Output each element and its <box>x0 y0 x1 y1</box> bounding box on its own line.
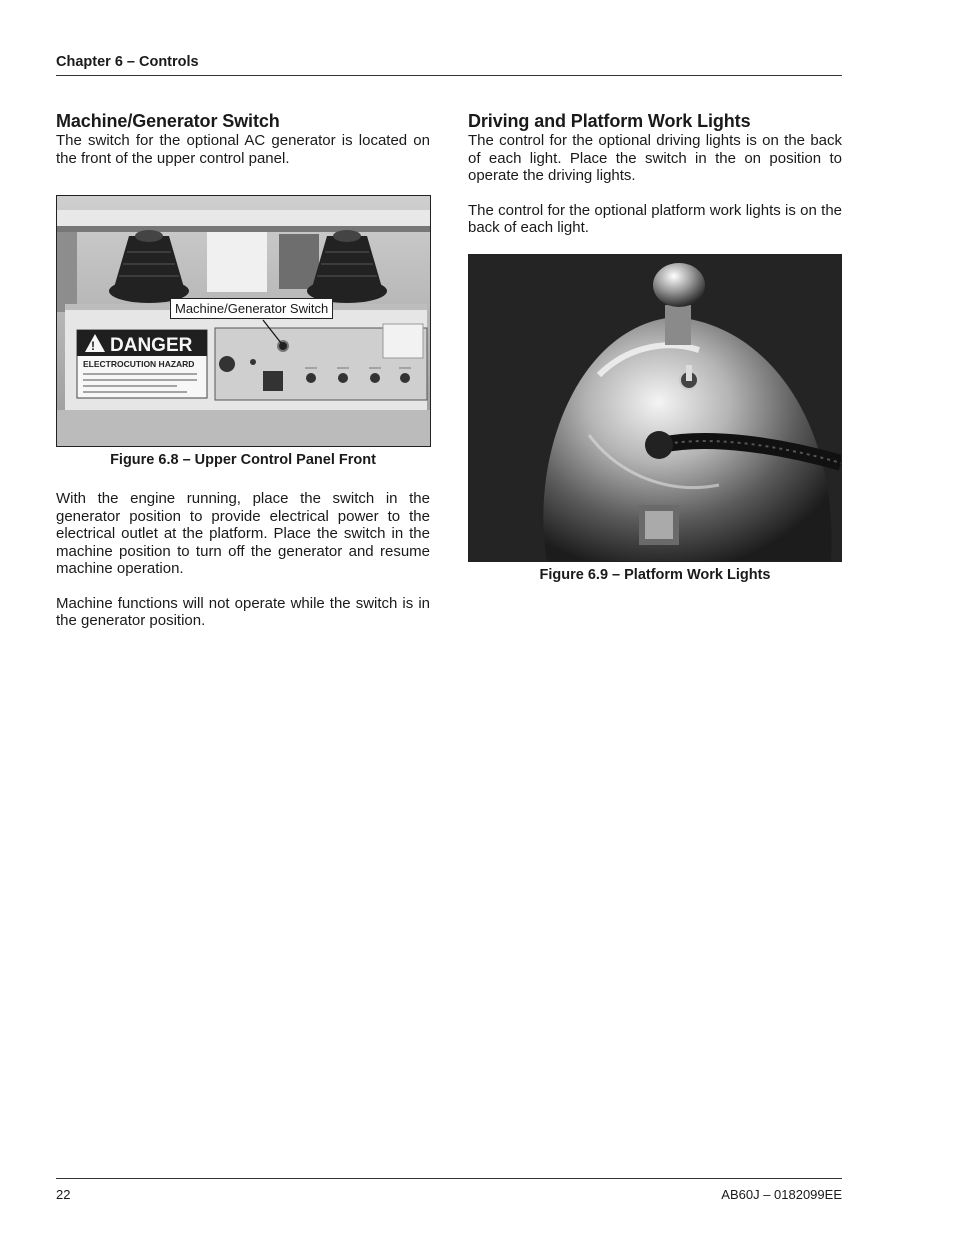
right-column <box>468 110 842 583</box>
generator-intro-paragraph: The switch for the optional AC generator is located on the front of the upper control panel. <box>56 132 430 167</box>
control-panel-photo <box>57 196 430 446</box>
left-column <box>56 110 430 630</box>
figure-6-8-caption: Figure 6.8 – Upper Control Panel Front <box>110 452 376 468</box>
chapter-header: Chapter 6 – Controls <box>56 54 199 70</box>
svg-text:!: ! <box>91 339 95 353</box>
platform-lights-paragraph: The control for the optional platform work lights is on the back of each light. <box>468 201 842 236</box>
figure-platform-work-lights <box>468 254 842 562</box>
figure-upper-control-panel <box>56 195 431 447</box>
generator-operation-paragraph: With the engine running, place the switch in the generator position to provide electrical power to the electrical outlet at the platform. Place the switch in the machine position to turn off the generator and resume machine operation. <box>56 490 430 577</box>
section-heading-generator-switch: Machine/Generator Switch <box>56 111 280 131</box>
danger-label-text: DANGER <box>110 335 193 356</box>
page-number: 22 <box>56 1187 71 1202</box>
page-footer <box>56 1187 842 1202</box>
header-rule <box>56 75 842 76</box>
generator-warning-paragraph: Machine functions will not operate while the switch is in the generator position. <box>56 594 430 629</box>
work-light-photo <box>469 255 841 561</box>
figure-6-9-caption: Figure 6.9 – Platform Work Lights <box>539 566 771 583</box>
driving-lights-paragraph: The control for the optional driving lights is on the back of each light. Place the switch in the on position to operate the driving lights. <box>468 132 842 184</box>
machine-generator-switch-callout: Machine/Generator Switch <box>170 298 333 319</box>
document-id: AB60J – 0182099EE <box>721 1187 842 1202</box>
hazard-label-text: ELECTROCUTION HAZARD <box>83 359 195 369</box>
section-heading-work-lights: Driving and Platform Work Lights <box>468 111 751 131</box>
footer-rule <box>56 1178 842 1179</box>
